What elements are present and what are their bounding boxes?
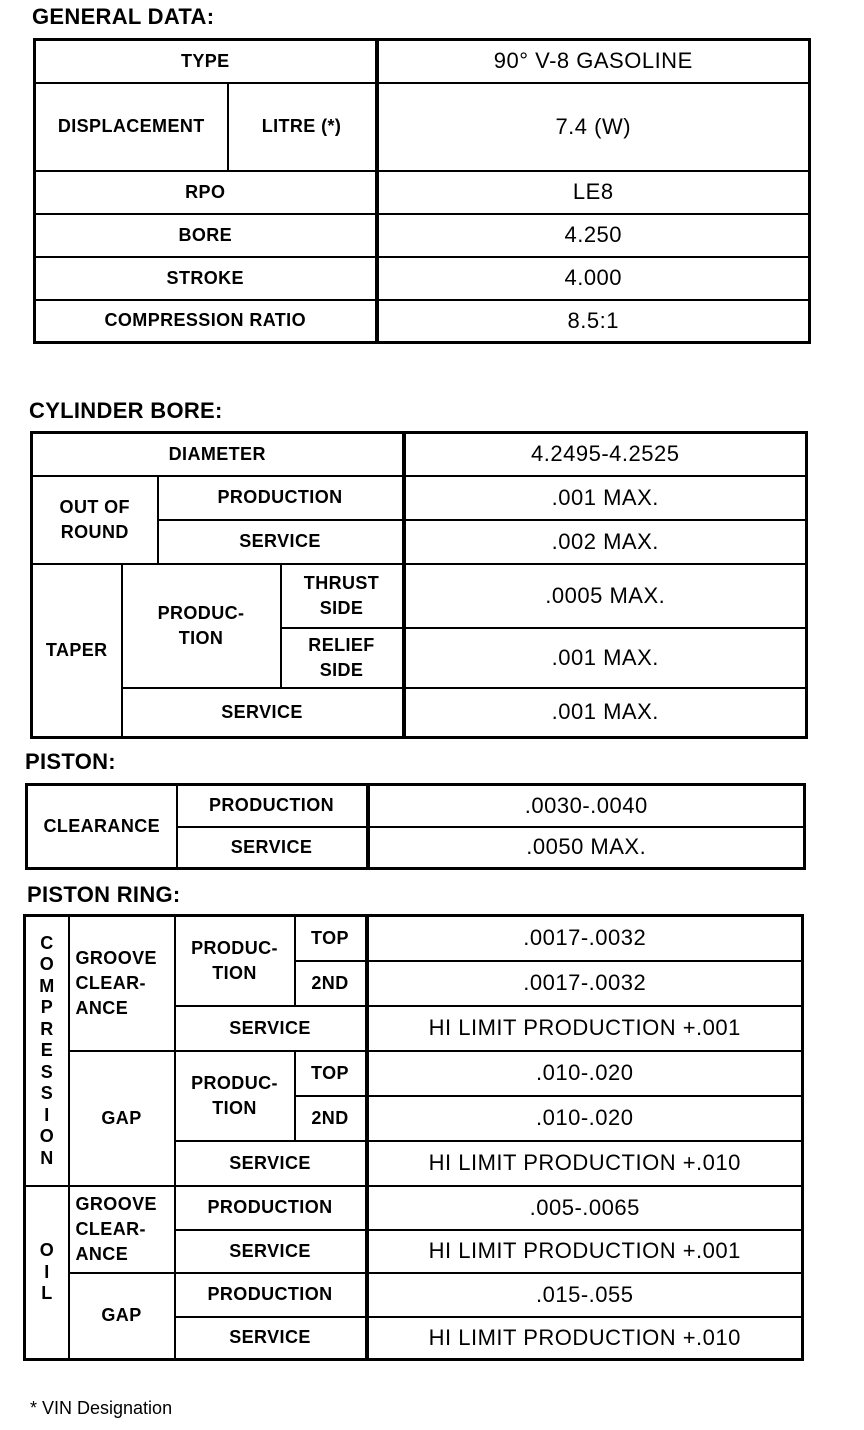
type-label: TYPE <box>35 40 377 83</box>
compression-letter: E <box>40 1040 53 1060</box>
compression-gap-top-value: .010-.020 <box>367 1051 803 1096</box>
piston-service-label: SERVICE <box>177 827 368 869</box>
stroke-label: STROKE <box>35 257 377 300</box>
relief-side-label-line1: RELIEF <box>308 634 375 655</box>
compression-ratio-value: 8.5:1 <box>377 300 810 343</box>
rpo-label: RPO <box>35 171 377 214</box>
oil-letter: I <box>44 1261 50 1282</box>
oil-gap-production-label: PRODUCTION <box>175 1273 367 1317</box>
taper-service-label: SERVICE <box>122 688 404 738</box>
thrust-side-label-line1: THRUST <box>303 572 380 593</box>
produc-line1: PRODUC- <box>191 1072 278 1093</box>
footnote: * VIN Designation <box>30 1398 173 1418</box>
out-of-round-label-line1: OUT OF <box>59 496 130 517</box>
section-title-piston-ring: PISTON RING: <box>27 882 181 907</box>
thrust-side-label <box>281 564 404 628</box>
cylinder-bore-table <box>30 431 808 739</box>
oil-letters <box>26 1240 68 1305</box>
compression-groove-production-label <box>175 916 295 1006</box>
compression-letter: O <box>39 954 54 974</box>
compression-groove-top-value: .0017-.0032 <box>367 916 803 961</box>
clearance-label: CLEARANCE <box>27 785 177 869</box>
litre-label: LITRE (*) <box>228 83 377 171</box>
litre-value: 7.4 (W) <box>377 83 810 171</box>
compression-groove-top-label: TOP <box>295 916 367 961</box>
taper-service-value: .001 MAX. <box>404 688 807 738</box>
oil-letter: O <box>39 1240 54 1260</box>
relief-side-label-line2: SIDE <box>319 659 364 680</box>
section-title-cylinder-bore: CYLINDER BORE: <box>29 398 223 423</box>
piston-ring-table <box>23 914 804 1361</box>
out-of-round-production-label: PRODUCTION <box>158 476 404 520</box>
stroke-value: 4.000 <box>377 257 810 300</box>
oil-groove-service-value: HI LIMIT PRODUCTION +.001 <box>367 1230 803 1273</box>
compression-letter: N <box>40 1147 54 1168</box>
groove-line3: ANCE <box>75 1243 129 1264</box>
type-value: 90° V-8 GASOLINE <box>377 40 810 83</box>
compression-letters <box>26 933 68 1170</box>
oil-groove-production-label: PRODUCTION <box>175 1186 367 1230</box>
compression-letter: S <box>40 1083 53 1103</box>
compression-groove-service-label: SERVICE <box>175 1006 367 1051</box>
relief-side-label <box>281 628 404 688</box>
compression-gap-label: GAP <box>69 1051 175 1186</box>
bore-value: 4.250 <box>377 214 810 257</box>
compression-letter: R <box>40 1018 54 1039</box>
general-data-table <box>33 38 811 344</box>
compression-gap-service-label: SERVICE <box>175 1141 367 1186</box>
compression-vertical-label <box>25 916 69 1186</box>
compression-groove-service-value: HI LIMIT PRODUCTION +.001 <box>367 1006 803 1051</box>
compression-groove-2nd-value: .0017-.0032 <box>367 961 803 1006</box>
produc-line1: PRODUC- <box>191 937 278 958</box>
section-title-general-data: GENERAL DATA: <box>32 4 215 29</box>
piston-production-value: .0030-.0040 <box>368 785 805 827</box>
groove-line2: CLEAR- <box>75 1218 146 1239</box>
oil-vertical-label <box>25 1186 69 1360</box>
diameter-label: DIAMETER <box>32 433 404 476</box>
compression-gap-2nd-label: 2ND <box>295 1096 367 1141</box>
compression-letter: M <box>39 975 55 996</box>
oil-groove-production-value: .005-.0065 <box>367 1186 803 1230</box>
thrust-side-value: .0005 MAX. <box>404 564 807 628</box>
out-of-round-production-value: .001 MAX. <box>404 476 807 520</box>
compression-letter: P <box>40 997 53 1017</box>
produc-line2: TION <box>212 1097 257 1118</box>
oil-gap-service-value: HI LIMIT PRODUCTION +.010 <box>367 1317 803 1360</box>
taper-production-label-line1: PRODUC- <box>157 602 245 623</box>
bore-label: BORE <box>35 214 377 257</box>
section-title-piston: PISTON: <box>25 749 116 774</box>
compression-groove-2nd-label: 2ND <box>295 961 367 1006</box>
taper-production-label <box>122 564 281 688</box>
displacement-label: DISPLACEMENT <box>35 83 228 171</box>
oil-gap-production-value: .015-.055 <box>367 1273 803 1317</box>
groove-line1: GROOVE <box>75 947 157 968</box>
diameter-value: 4.2495-4.2525 <box>404 433 807 476</box>
oil-letter: L <box>41 1283 53 1303</box>
rpo-value: LE8 <box>377 171 810 214</box>
piston-table <box>25 783 806 870</box>
compression-letter: S <box>40 1061 53 1082</box>
groove-line3: ANCE <box>75 997 129 1018</box>
oil-groove-clearance-label <box>69 1186 175 1273</box>
relief-side-value: .001 MAX. <box>404 628 807 688</box>
thrust-side-label-line2: SIDE <box>319 597 364 618</box>
out-of-round-label-line2: ROUND <box>60 521 129 542</box>
piston-production-label: PRODUCTION <box>177 785 368 827</box>
oil-gap-label: GAP <box>69 1273 175 1360</box>
compression-ratio-label: COMPRESSION RATIO <box>35 300 377 343</box>
compression-letter: I <box>44 1104 50 1125</box>
compression-letter: O <box>39 1126 54 1146</box>
compression-gap-service-value: HI LIMIT PRODUCTION +.010 <box>367 1141 803 1186</box>
taper-label: TAPER <box>32 564 122 738</box>
produc-line2: TION <box>212 962 257 983</box>
groove-line1: GROOVE <box>75 1193 157 1214</box>
out-of-round-label <box>32 476 158 564</box>
compression-letter: C <box>40 932 54 953</box>
groove-line2: CLEAR- <box>75 972 146 993</box>
compression-gap-production-label <box>175 1051 295 1141</box>
oil-groove-service-label: SERVICE <box>175 1230 367 1273</box>
oil-gap-service-label: SERVICE <box>175 1317 367 1360</box>
taper-production-label-line2: TION <box>178 627 224 648</box>
out-of-round-service-label: SERVICE <box>158 520 404 564</box>
piston-service-value: .0050 MAX. <box>368 827 805 869</box>
out-of-round-service-value: .002 MAX. <box>404 520 807 564</box>
compression-gap-2nd-value: .010-.020 <box>367 1096 803 1141</box>
compression-gap-top-label: TOP <box>295 1051 367 1096</box>
compression-groove-clearance-label <box>69 916 175 1051</box>
